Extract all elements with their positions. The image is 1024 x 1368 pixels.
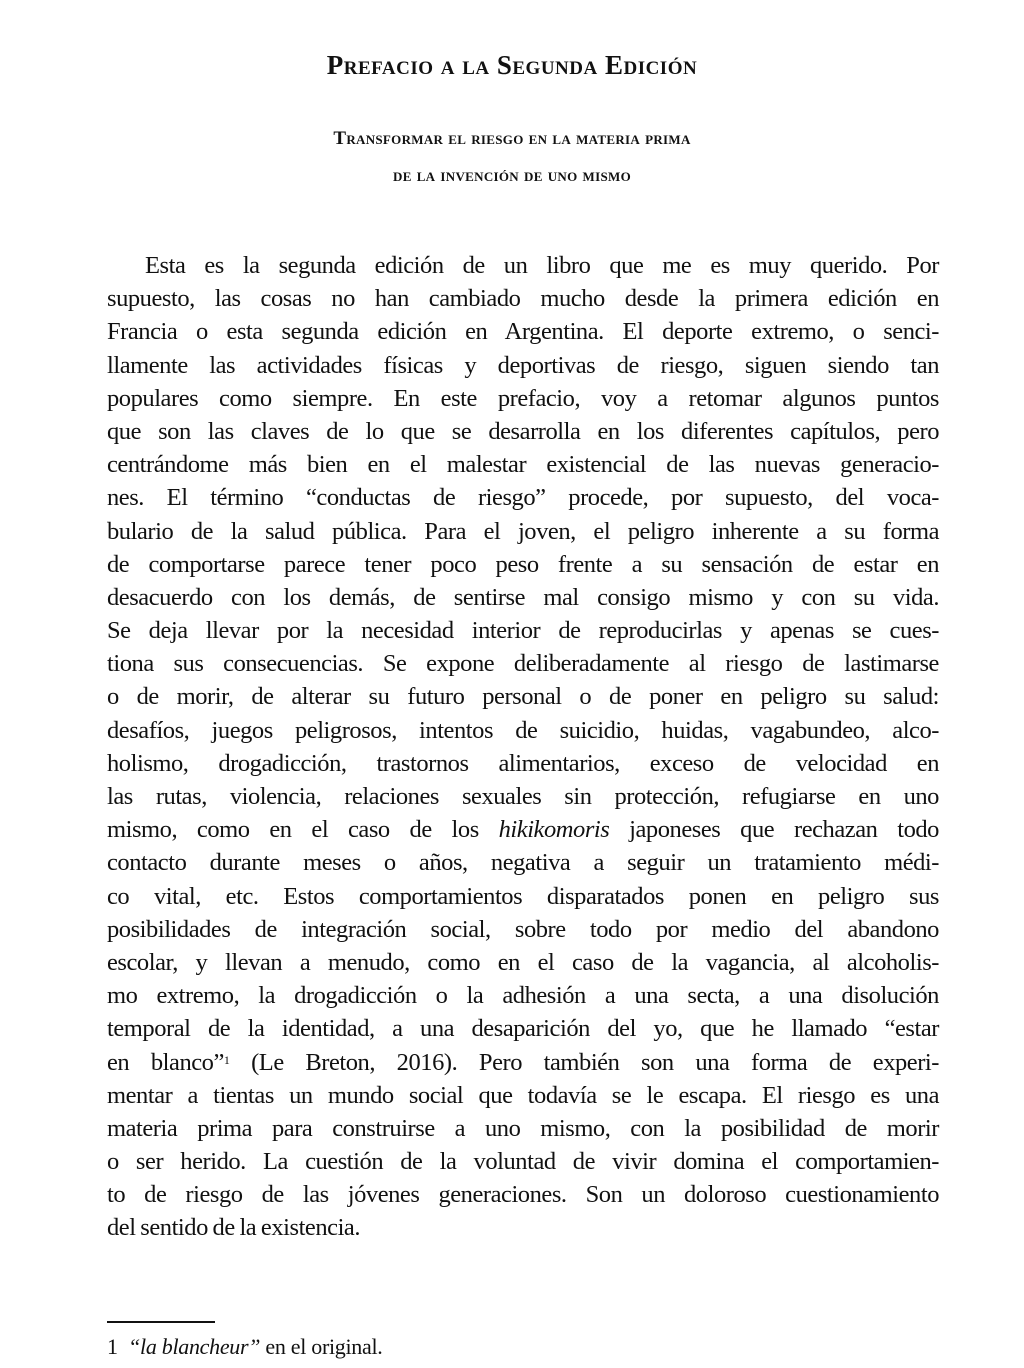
text-line: desafíos, juegos peligrosos, intentos de suicidio, huidas, vagabundeo, alco- [107, 716, 939, 744]
text-line: mo extremo, la drogadicción o la adhesión a una secta, a una disolución [107, 982, 939, 1010]
text-line: llamente las actividades físicas y deportivas de riesgo, siguen siendo tan [107, 351, 939, 379]
text-line: Francia o esta segunda edición en Argentina. El deporte extremo, o senci- [107, 318, 939, 346]
subtitle-line-2: de la invención de uno mismo [393, 165, 631, 186]
text-line [107, 813, 939, 846]
text-line: bulario de la salud pública. Para el joven, el peligro inherente a su forma [107, 517, 939, 545]
footnote-divider [107, 1321, 215, 1323]
text-run: (Le Breton, 2016). Pero también son una forma de experi- [229, 1048, 939, 1076]
text-line: mentar a tientas un mundo social que todavía se le escapa. El riesgo es una [107, 1081, 939, 1109]
text-line: las rutas, violencia, relaciones sexuales sin protección, refugiarse en uno [107, 783, 939, 810]
text-line: posibilidades de integración social, sobre todo por medio del abandono [107, 915, 939, 943]
text-line: materia prima para construirse a uno mismo, con la posibilidad de morir [107, 1114, 939, 1142]
text-line: o de morir, de alterar su futuro personal o de poner en peligro su salud: [107, 683, 939, 711]
footnote-italic: “la blancheur” [128, 1334, 261, 1359]
text-run: en blanco” [107, 1048, 224, 1076]
text-line: temporal de la identidad, a una desaparición del yo, que he llamado “estar [107, 1015, 939, 1043]
text-line [107, 1046, 939, 1079]
text-line: contacto durante meses o años, negativa a seguir un tratamiento médi- [107, 849, 939, 877]
subtitle-line-1: Transformar el riesgo en la materia prima [333, 128, 691, 149]
text-run: japoneses que rechazan todo [609, 816, 939, 844]
text-line: co vital, etc. Estos comportamientos disparatados ponen en peligro sus [107, 882, 939, 910]
footnote-text: en el original. [260, 1334, 383, 1359]
text-line: tiona sus consecuencias. Se expone deliberadamente al riesgo de lastimarse [107, 650, 939, 678]
text-line: holismo, drogadicción, trastornos alimentarios, exceso de velocidad en [107, 749, 939, 777]
page-title: Prefacio a la Segunda Edición [326, 50, 698, 80]
text-line: de comportarse parece tener poco peso frente a su sensación de estar en [107, 550, 939, 578]
text-line: to de riesgo de las jóvenes generaciones. Son un doloroso cuestionamiento [107, 1181, 939, 1209]
text-line: supuesto, las cosas no han cambiado mucho desde la primera edición en [107, 285, 939, 313]
body-paragraph [107, 249, 939, 1245]
footnote [107, 1334, 382, 1360]
text-line: nes. El término “conductas de riesgo” procede, por supuesto, del voca- [107, 484, 939, 512]
text-line: Esta es la segunda edición de un libro que me es muy querido. Por [145, 252, 939, 279]
text-line: populares como siempre. En este prefacio, voy a retomar algunos puntos [107, 384, 939, 412]
text-line: desacuerdo con los demás, de sentirse mal consigo mismo y con su vida. [107, 583, 939, 611]
text-run: mismo, como en el caso de los [107, 816, 499, 844]
footnote-reference[interactable]: 1 [223, 1052, 230, 1067]
footnote-number: 1 [107, 1334, 118, 1359]
text-line: escolar, y llevan a menudo, como en el caso de la vagancia, al alcoholis- [107, 948, 939, 976]
text-line: que son las claves de lo que se desarrolla en los diferentes capítulos, pero [107, 417, 939, 445]
text-line: Se deja llevar por la necesidad interior de reproducirlas y apenas se cues- [107, 617, 939, 645]
text-line: o ser herido. La cuestión de la voluntad de vivir domina el comportamien- [107, 1148, 939, 1176]
italic-term: hikikomoris [498, 816, 610, 844]
text-line: centrándome más bien en el malestar existencial de las nuevas generacio- [107, 451, 939, 479]
text-line: del sentido de la existencia. [107, 1214, 361, 1242]
